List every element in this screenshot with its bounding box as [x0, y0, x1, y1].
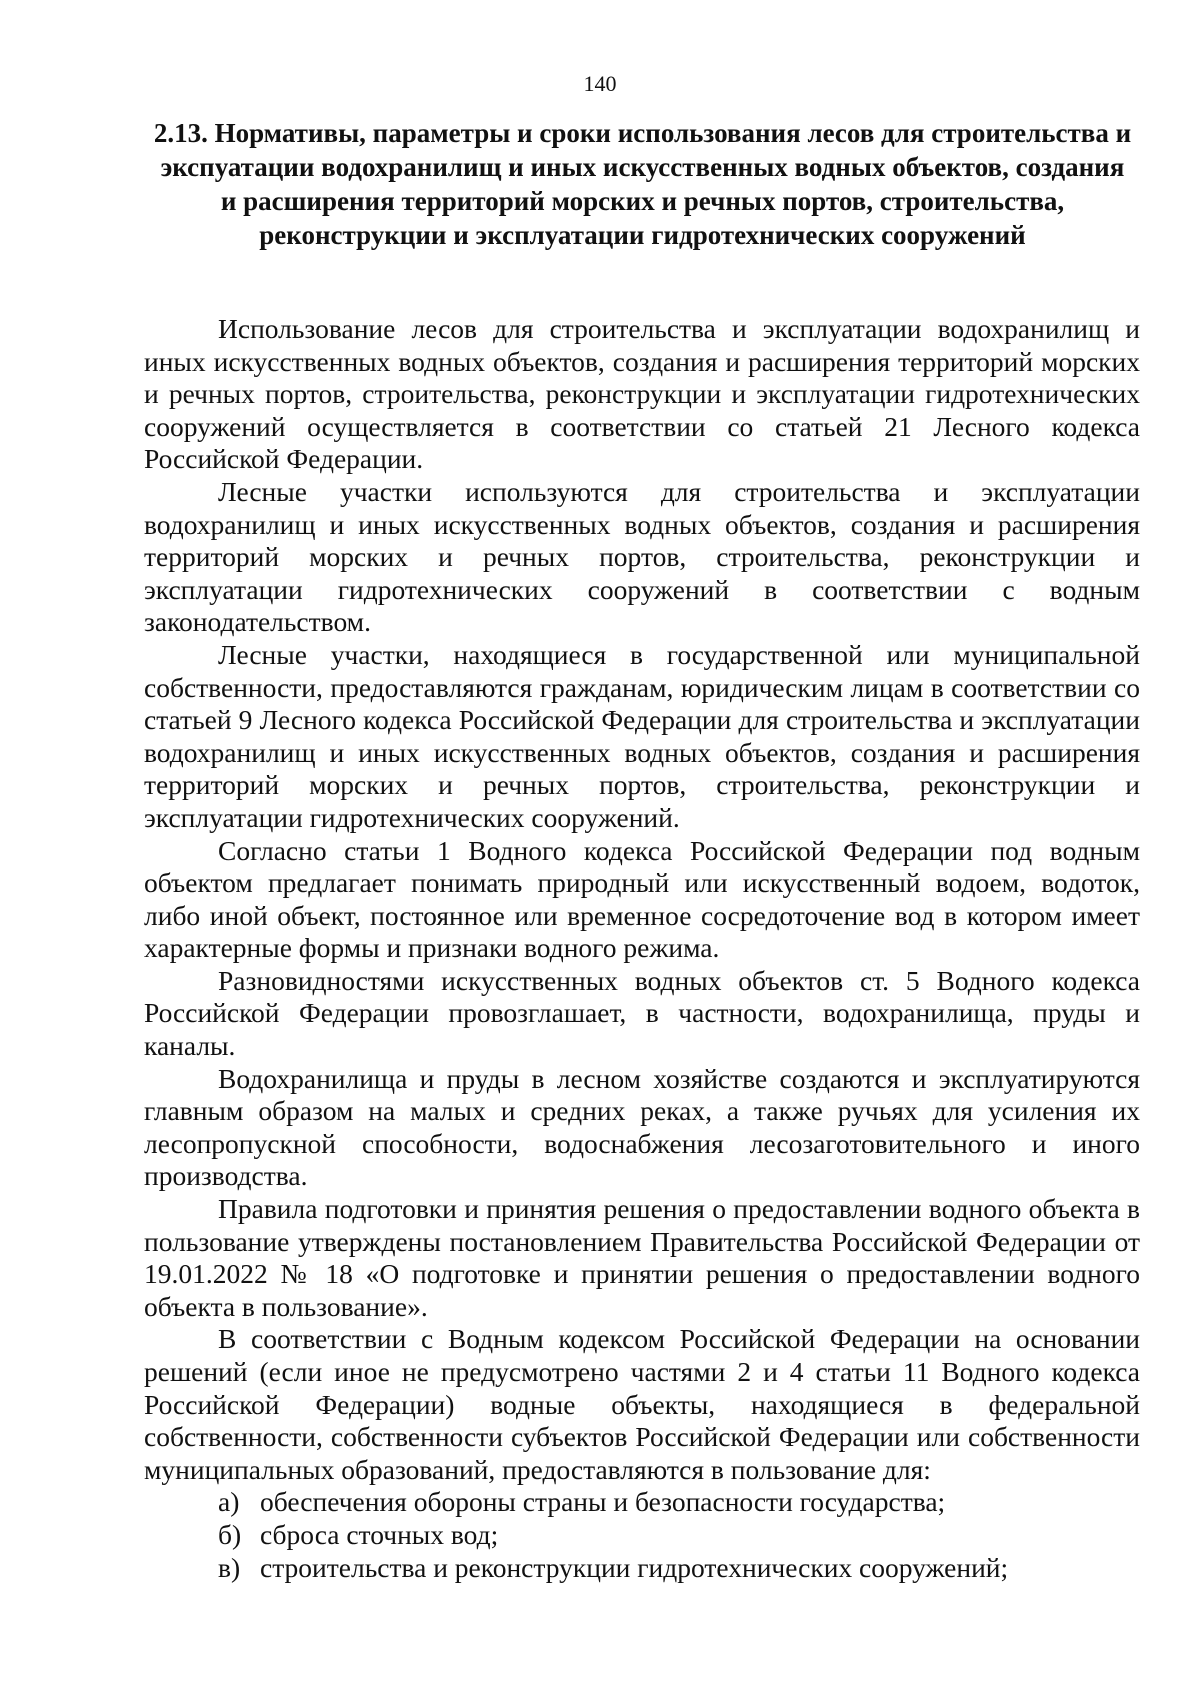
- body-text: [144, 313, 1140, 1584]
- list-item-text: обеспечения обороны страны и безопасности государства;: [260, 1486, 946, 1518]
- list-marker: а): [218, 1486, 240, 1518]
- list-item: [144, 1519, 1140, 1552]
- paragraph: Использование лесов для строительства и эксплуатации водохранилищ и иных искусственных водных объектов, создания и расширения территорий морских и речных портов, строительства, реконструкции и эксплуатации гидротехнических сооружений осуществляется в соответствии со статьей 21 Лесного кодекса Российской Федерации.: [144, 313, 1140, 475]
- paragraph: Лесные участки используются для строительства и эксплуатации водохранилищ и иных искусственных водных объектов, создания и расширения территорий морских и речных портов, строительства, реконструкции и эксплуатации гидротехнических сооружений в соответствии с водным законодательством.: [144, 475, 1140, 638]
- usage-purpose-list: [144, 1486, 1140, 1584]
- paragraph: В соответствии с Водным кодексом Российской Федерации на основании решений (если иное не предусмотрено частями 2 и 4 статьи 11 Водного кодекса Российской Федерации) водные объекты, находящиеся в федеральной собственности, собственности субъектов Российской Федерации или собственности муниципальных образований, предоставляются в пользование для:: [144, 1323, 1140, 1485]
- page-number: 140: [583, 71, 617, 96]
- paragraph: Правила подготовки и принятия решения о предоставлении водного объекта в пользование утверждены постановлением Правительства Российской Федерации от 19.01.2022 № 18 «О подготовке и принятии решения о предоставлении водного объекта в пользование».: [144, 1193, 1140, 1322]
- list-item: [144, 1552, 1140, 1585]
- list-item-text: строительства и реконструкции гидротехнических сооружений;: [260, 1551, 1009, 1583]
- list-item-text: сброса сточных вод;: [260, 1518, 499, 1550]
- list-item: [144, 1486, 1140, 1519]
- paragraph: Водохранилища и пруды в лесном хозяйстве создаются и эксплуатируются главным образом на малых и средних реках, а также ручьях для усиления их лесопропускной способности, водоснабжения лесозаготовительного и иного производства.: [144, 1062, 1140, 1192]
- list-marker: б): [218, 1518, 242, 1550]
- list-marker: в): [218, 1551, 241, 1583]
- paragraph: Согласно статьи 1 Водного кодекса Российской Федерации под водным объектом предлагает понимать природный или искусственный водоем, водоток, либо иной объект, постоянное или временное сосредоточение вод в котором имеет характерные формы и признаки водного режима.: [144, 834, 1140, 964]
- section-heading: 2.13. Нормативы, параметры и сроки использования лесов для строительства и экспуатации водохранилищ и иных искусственных водных объектов, создания и расширения территорий морских и речных портов, строительства, реконструкции и эксплуатации гидротехнических сооружений: [153, 118, 1132, 250]
- paragraph: Разновидностями искусственных водных объектов ст. 5 Водного кодекса Российской Федерации провозглашает, в частности, водохранилища, пруды и каналы.: [144, 964, 1140, 1062]
- paragraph: Лесные участки, находящиеся в государственной или муниципальной собственности, предоставляются гражданам, юридическим лицам в соответствии со статьей 9 Лесного кодекса Российской Федерации для строительства и эксплуатации водохранилищ и иных искусственных водных объектов, создания и расширения территорий морских и речных портов, строительства, реконструкции и эксплуатации гидротехнических сооружений.: [144, 638, 1140, 833]
